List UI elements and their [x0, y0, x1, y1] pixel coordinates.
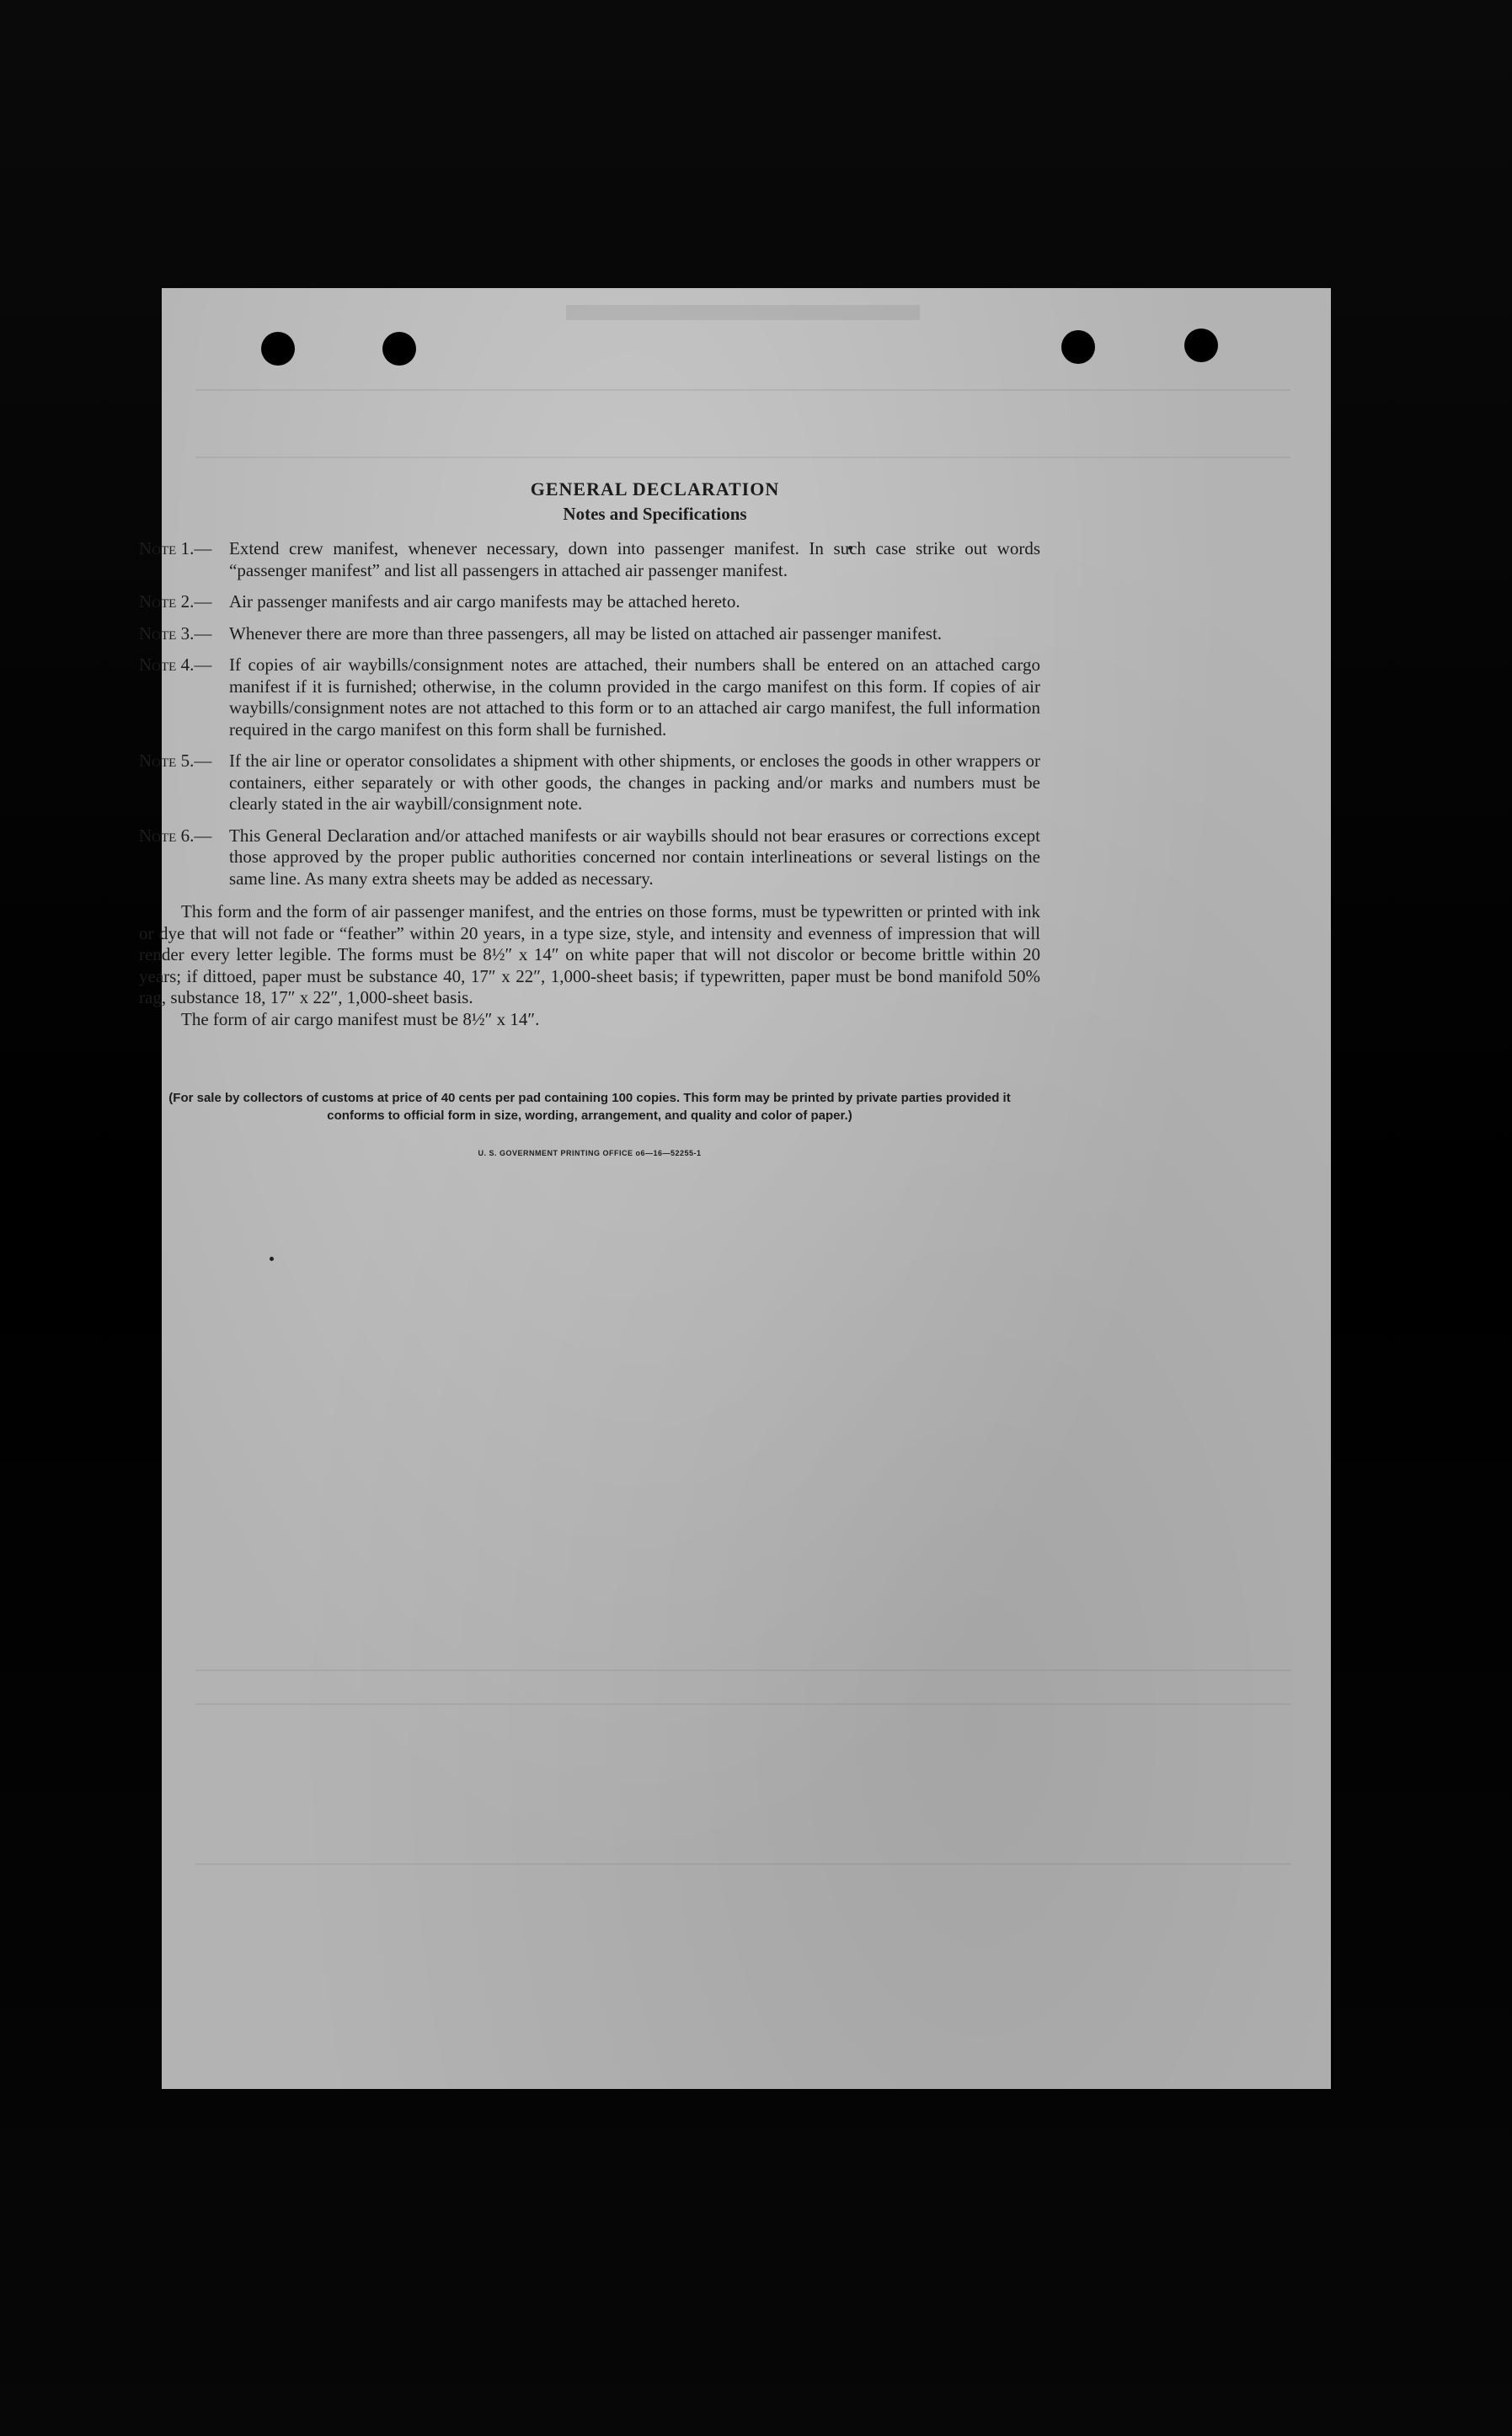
document-subheading: Notes and Specifications [563, 503, 747, 524]
note-text: If the air line or operator consolidates a shipment with other shipments, or encloses the goods in other wrappers or containers, either separately or with other goods, the changes in packing and/or marks and numbers must be clearly stated in the air waybill/consignment note. [229, 751, 1040, 814]
punch-hole [261, 332, 295, 366]
note-text: This General Declaration and/or attached manifests or air waybills should not bear erasures or corrections except those approved by the proper public authorities concerned nor contain interlineations or several listings on the same line. As many extra sheets may be added as necessary. [229, 825, 1040, 889]
punch-hole [1184, 329, 1218, 362]
cargo-manifest-size-paragraph: The form of air cargo manifest must be 8½″ x 14″. [181, 1008, 540, 1029]
bleed-through-band [195, 1703, 1290, 1705]
note-text: If copies of air waybills/consignment notes are attached, their numbers shall be entered on an attached cargo manifest if it is furnished; otherwise, in the column provided in the cargo manifest on this form. If copies of air waybills/consignment notes are not attached to this form or to an attached air cargo manifest, the full information required in the cargo manifest on this form shall be furnished. [229, 654, 1040, 740]
note-text: Air passenger manifests and air cargo manifests may be attached hereto. [229, 591, 740, 612]
note-5 [139, 751, 1040, 815]
printing-office-imprint: U. S. GOVERNMENT PRINTING OFFICE o6—16—52255-1 [478, 1149, 702, 1157]
ink-speck [270, 1257, 274, 1261]
note-label: Note 4.— [139, 654, 212, 675]
bleed-through-band [195, 1863, 1290, 1865]
note-4 [139, 654, 1040, 740]
note-text: Extend crew manifest, whenever necessary, down into passenger manifest. In such case strike out words “passenger manifest” and list all passengers in attached air passenger manifest. [229, 538, 1040, 580]
punch-hole [382, 332, 416, 366]
note-text: Whenever there are more than three passengers, all may be listed on attached air passenger manifest. [229, 622, 943, 644]
declaration-content [139, 478, 1040, 1165]
note-2 [139, 591, 1040, 613]
form-requirements-paragraph: This form and the form of air passenger manifest, and the entries on those forms, must be typewritten or printed with ink or dye that will not fade or “feather” within 20 years, in a type size, style, and intensity and evenness of impression that will render every letter legible. The forms must be 8½″ x 14″ on white paper that will not discolor or become brittle within 20 years; if dittoed, paper must be substance 40, 17″ x 22″, 1,000-sheet basis; if typewritten, paper must be bond manifold 50% rag, substance 18, 17″ x 22″, 1,000-sheet basis. [139, 901, 1040, 1007]
note-6 [139, 825, 1040, 890]
note-label: Note 2.— [139, 591, 212, 612]
document-heading: GENERAL DECLARATION [530, 478, 780, 499]
note-1 [139, 538, 1040, 581]
bleed-through-band [195, 389, 1290, 391]
bleed-through-band [195, 457, 1290, 458]
bleed-through-band [566, 305, 920, 320]
note-3 [139, 623, 1040, 645]
punch-hole [1061, 330, 1095, 364]
note-label: Note 3.— [139, 622, 212, 644]
note-label: Note 5.— [139, 751, 212, 771]
sale-note: (For sale by collectors of customs at price of 40 cents per pad containing 100 copies. This form may be printed by private parties provided it conforms to official form in size, wording, arrangement, and quality and color of paper.) [168, 1091, 1011, 1123]
note-label: Note 6.— [139, 825, 212, 846]
note-label: Note 1.— [139, 538, 212, 558]
bleed-through-band [195, 1669, 1290, 1671]
